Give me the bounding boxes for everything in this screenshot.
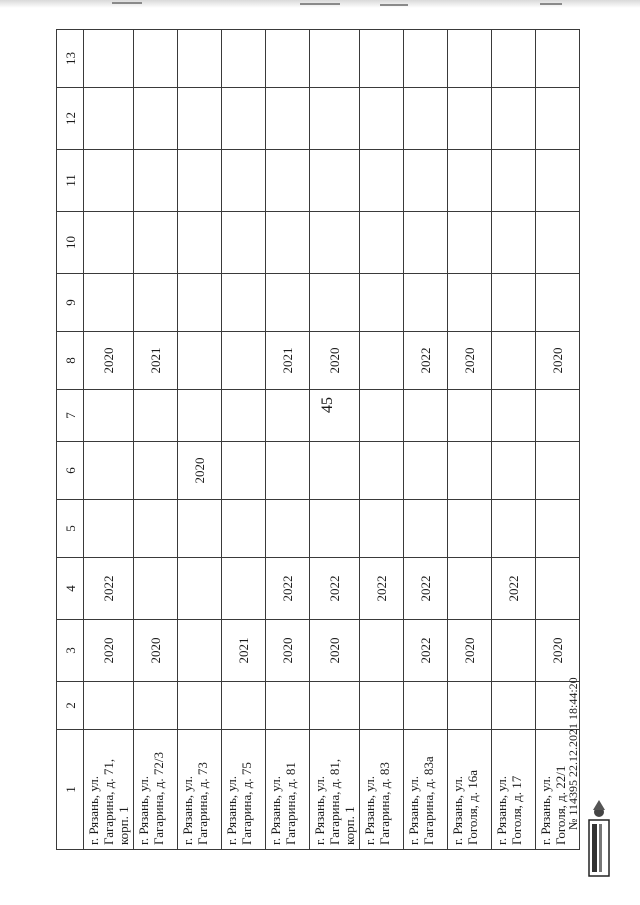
- year-cell: [222, 500, 266, 558]
- year-cell: 2022: [404, 620, 448, 682]
- year-cell: [492, 390, 536, 442]
- year-cell: [178, 274, 222, 332]
- column-header: 7: [57, 390, 84, 442]
- year-cell: [178, 500, 222, 558]
- year-cell: [404, 442, 448, 500]
- year-cell: [448, 274, 492, 332]
- year-cell: [492, 682, 536, 730]
- year-cell: 2020: [310, 332, 360, 390]
- year-cell: [536, 88, 580, 150]
- year-cell: [448, 30, 492, 88]
- year-cell: [310, 682, 360, 730]
- year-cell: [222, 442, 266, 500]
- year-cell: [404, 212, 448, 274]
- year-cell: [266, 150, 310, 212]
- year-cell: [310, 274, 360, 332]
- year-cell: [492, 150, 536, 212]
- year-cell: [360, 620, 404, 682]
- scan-speck: [300, 3, 340, 5]
- column-header: 3: [57, 620, 84, 682]
- address-cell: г. Рязань, ул. Гоголя, д. 22/1: [536, 730, 580, 850]
- year-cell: [222, 682, 266, 730]
- year-cell: [266, 274, 310, 332]
- table-row: [404, 30, 448, 850]
- year-cell: 2020: [84, 620, 134, 682]
- year-cell: [266, 212, 310, 274]
- address-cell: г. Рязань, ул. Гоголя, д. 17: [492, 730, 536, 850]
- year-cell: [266, 442, 310, 500]
- year-cell: [536, 558, 580, 620]
- year-cell: [222, 88, 266, 150]
- year-cell: [404, 274, 448, 332]
- year-cell: 2022: [404, 558, 448, 620]
- year-cell: 2021: [134, 332, 178, 390]
- year-cell: [492, 88, 536, 150]
- year-cell: [134, 390, 178, 442]
- year-cell: [404, 682, 448, 730]
- year-cell: [178, 150, 222, 212]
- year-cell: [536, 500, 580, 558]
- year-cell: [492, 274, 536, 332]
- year-cell: [492, 500, 536, 558]
- year-cell: [84, 274, 134, 332]
- year-cell: [310, 30, 360, 88]
- year-cell: [492, 442, 536, 500]
- year-cell: [404, 150, 448, 212]
- year-cell: [448, 390, 492, 442]
- year-cell: [310, 390, 360, 442]
- year-cell: [492, 332, 536, 390]
- year-cell: [360, 390, 404, 442]
- table-header-row: [57, 30, 84, 850]
- year-cell: [222, 274, 266, 332]
- table-row: [222, 30, 266, 850]
- year-cell: [360, 88, 404, 150]
- data-table: [56, 29, 580, 850]
- year-cell: 2020: [448, 620, 492, 682]
- year-cell: [266, 88, 310, 150]
- year-cell: [404, 88, 448, 150]
- year-cell: [134, 274, 178, 332]
- year-cell: 2020: [536, 332, 580, 390]
- address-cell: г. Рязань, ул. Гагарина, д. 72/3: [134, 730, 178, 850]
- year-cell: [178, 212, 222, 274]
- year-cell: [360, 332, 404, 390]
- year-cell: [536, 442, 580, 500]
- column-header: 2: [57, 682, 84, 730]
- column-header: 11: [57, 150, 84, 212]
- year-cell: [222, 150, 266, 212]
- year-cell: [266, 30, 310, 88]
- column-header: 1: [57, 730, 84, 850]
- year-cell: [492, 620, 536, 682]
- year-cell: [84, 442, 134, 500]
- year-cell: [178, 390, 222, 442]
- year-cell: 2022: [404, 332, 448, 390]
- year-cell: [360, 30, 404, 88]
- year-cell: [134, 500, 178, 558]
- year-cell: [448, 150, 492, 212]
- year-cell: [222, 30, 266, 88]
- year-cell: 2020: [134, 620, 178, 682]
- year-cell: [360, 274, 404, 332]
- year-cell: [178, 682, 222, 730]
- year-cell: [84, 30, 134, 88]
- year-cell: 2022: [266, 558, 310, 620]
- year-cell: 2020: [448, 332, 492, 390]
- column-header: 12: [57, 88, 84, 150]
- year-cell: [448, 500, 492, 558]
- year-cell: [134, 88, 178, 150]
- year-cell: [178, 620, 222, 682]
- column-header: 9: [57, 274, 84, 332]
- year-cell: [178, 30, 222, 88]
- year-cell: [360, 442, 404, 500]
- year-cell: [266, 390, 310, 442]
- year-cell: [84, 390, 134, 442]
- year-cell: [360, 500, 404, 558]
- year-cell: 2022: [84, 558, 134, 620]
- year-cell: [448, 88, 492, 150]
- year-cell: [222, 332, 266, 390]
- column-header: 6: [57, 442, 84, 500]
- address-cell: г. Рязань, ул. Гагарина, д. 75: [222, 730, 266, 850]
- scan-speck: [112, 2, 142, 4]
- table-row: [84, 30, 134, 850]
- address-cell: г. Рязань, ул. Гагарина, д. 71, корп. 1: [84, 730, 134, 850]
- year-cell: [310, 88, 360, 150]
- year-cell: [84, 500, 134, 558]
- year-cell: [178, 88, 222, 150]
- year-cell: [222, 390, 266, 442]
- year-cell: [360, 682, 404, 730]
- scan-speck: [540, 3, 562, 5]
- year-cell: [134, 682, 178, 730]
- year-cell: [178, 558, 222, 620]
- year-cell: 2022: [492, 558, 536, 620]
- year-cell: [84, 682, 134, 730]
- year-cell: 2020: [266, 620, 310, 682]
- year-cell: [404, 390, 448, 442]
- address-cell: г. Рязань, ул. Гагарина, д. 83: [360, 730, 404, 850]
- year-cell: [492, 212, 536, 274]
- scan-speck: [380, 4, 408, 6]
- table-row: [310, 30, 360, 850]
- year-cell: [134, 150, 178, 212]
- page-number: 45: [319, 397, 336, 413]
- year-cell: [134, 30, 178, 88]
- address-cell: г. Рязань, ул. Гоголя, д. 16а: [448, 730, 492, 850]
- table-row: [178, 30, 222, 850]
- year-cell: 2022: [360, 558, 404, 620]
- year-cell: [222, 212, 266, 274]
- table-row: [266, 30, 310, 850]
- year-cell: [310, 442, 360, 500]
- table-row: [492, 30, 536, 850]
- column-header: 8: [57, 332, 84, 390]
- year-cell: 2020: [310, 620, 360, 682]
- year-cell: 2021: [266, 332, 310, 390]
- year-cell: [492, 30, 536, 88]
- table-row: [448, 30, 492, 850]
- year-cell: [360, 212, 404, 274]
- year-cell: 2020: [536, 620, 580, 682]
- year-cell: [134, 558, 178, 620]
- column-header: 10: [57, 212, 84, 274]
- year-cell: [536, 390, 580, 442]
- column-header: 5: [57, 500, 84, 558]
- year-cell: [178, 332, 222, 390]
- year-cell: [266, 500, 310, 558]
- year-cell: 2022: [310, 558, 360, 620]
- year-cell: [222, 558, 266, 620]
- year-cell: [536, 150, 580, 212]
- year-cell: [134, 442, 178, 500]
- rotated-table-container: [56, 30, 566, 850]
- year-cell: 2020: [178, 442, 222, 500]
- address-cell: г. Рязань, ул. Гагарина, д. 81: [266, 730, 310, 850]
- year-cell: [404, 500, 448, 558]
- address-cell: г. Рязань, ул. Гагарина, д. 83а: [404, 730, 448, 850]
- year-cell: [84, 150, 134, 212]
- column-header: 4: [57, 558, 84, 620]
- year-cell: [310, 150, 360, 212]
- year-cell: [536, 212, 580, 274]
- year-cell: [84, 88, 134, 150]
- year-cell: [310, 212, 360, 274]
- year-cell: [536, 30, 580, 88]
- year-cell: [536, 274, 580, 332]
- year-cell: 2021: [222, 620, 266, 682]
- electronic-signature-stamp-icon: [585, 740, 615, 880]
- address-cell: г. Рязань, ул. Гагарина, д. 73: [178, 730, 222, 850]
- table-row: [134, 30, 178, 850]
- year-cell: [134, 212, 178, 274]
- year-cell: [266, 682, 310, 730]
- signature-stamp-text: № 114395 22.12.2021 18:44:20: [566, 677, 580, 830]
- address-cell: г. Рязань, ул. Гагарина, д. 81, корп. 1: [310, 730, 360, 850]
- year-cell: [310, 500, 360, 558]
- year-cell: [448, 682, 492, 730]
- year-cell: [448, 558, 492, 620]
- table-row: [360, 30, 404, 850]
- year-cell: 2020: [84, 332, 134, 390]
- year-cell: [404, 30, 448, 88]
- column-header: 13: [57, 30, 84, 88]
- year-cell: [360, 150, 404, 212]
- year-cell: [84, 212, 134, 274]
- year-cell: [448, 442, 492, 500]
- table-body: [84, 30, 580, 850]
- year-cell: [448, 212, 492, 274]
